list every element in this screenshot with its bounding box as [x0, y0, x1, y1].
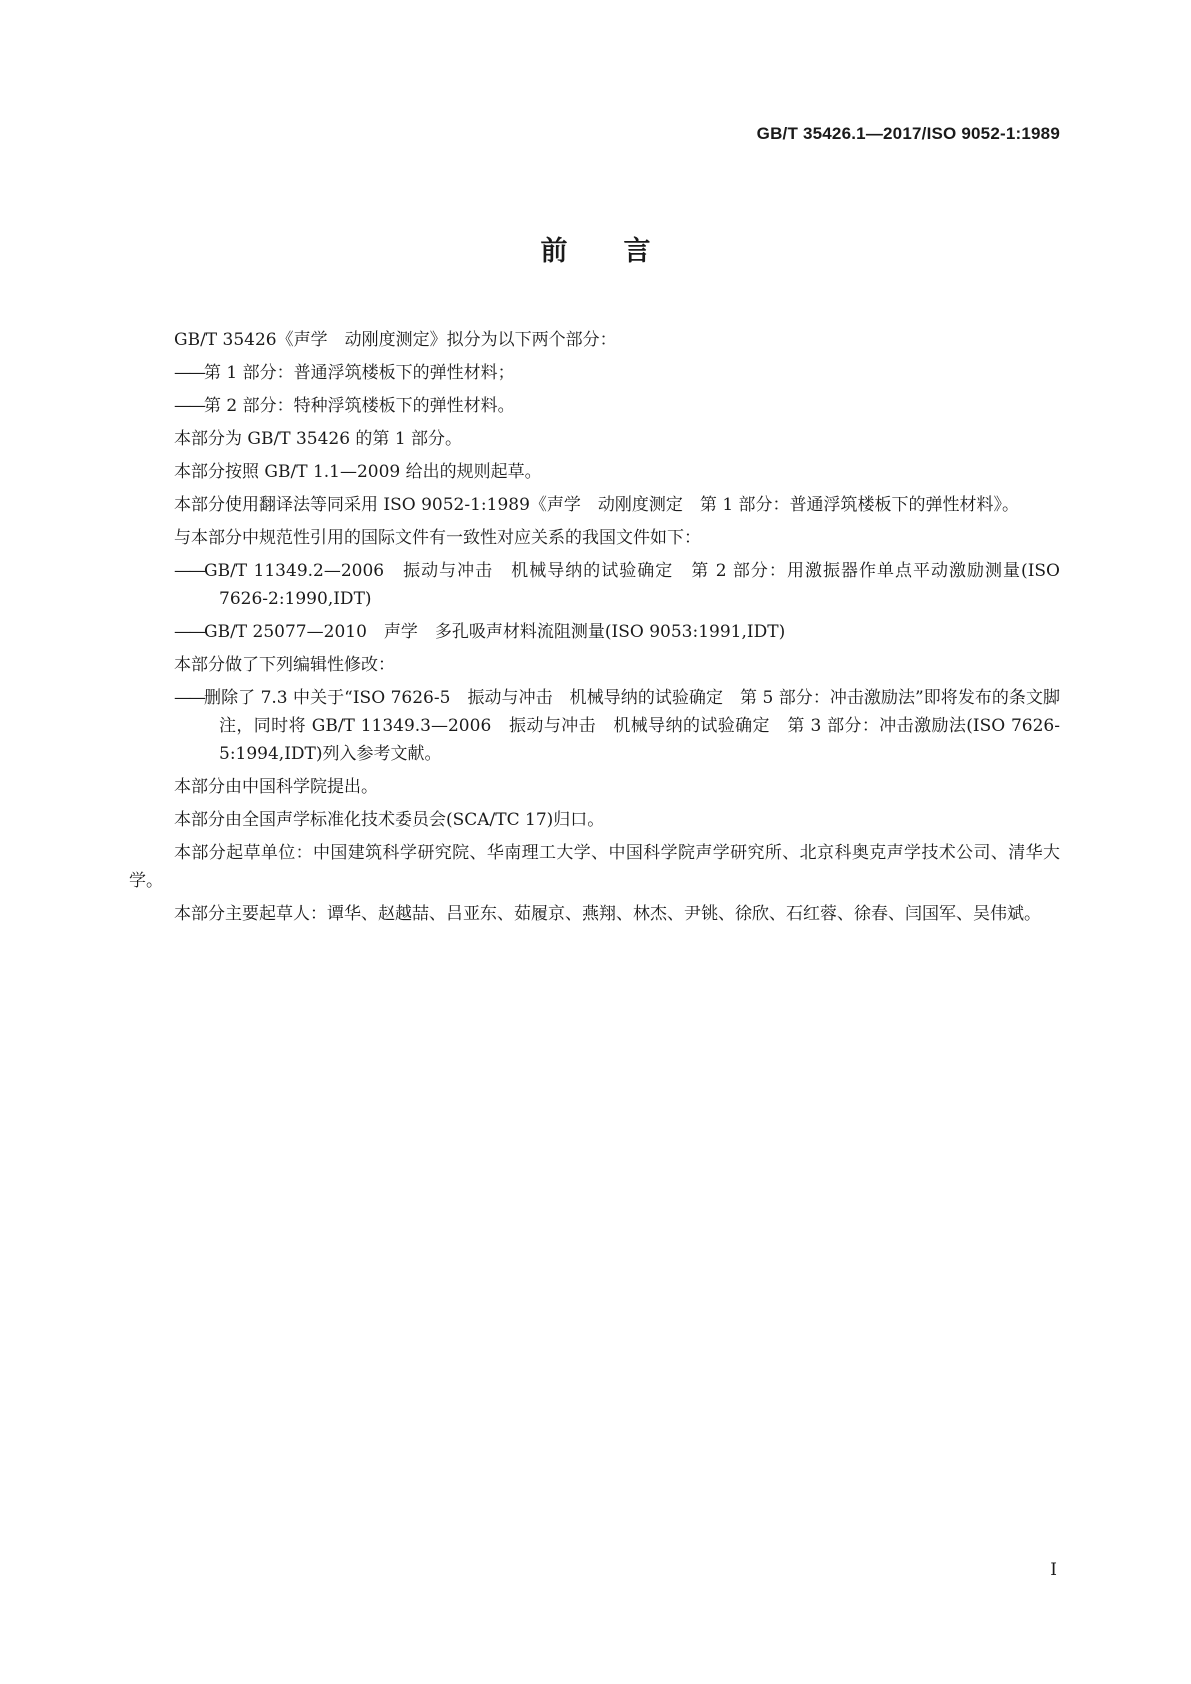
paragraph-drafting-units: 本部分起草单位：中国建筑科学研究院、华南理工大学、中国科学院声学研究所、北京科奥克声学技术公司、清华大学。 [129, 843, 1060, 891]
list-item-gbt-11349-2 [129, 557, 1060, 613]
paragraph-proposed-by: 本部分由中国科学院提出。 [174, 777, 378, 797]
list-item-gbt-25077 [129, 618, 1060, 646]
list-dash: —— [174, 363, 204, 383]
title-char-1: 前 [540, 236, 568, 267]
list-item-text: 第 2 部分：特种浮筑楼板下的弹性材料。 [204, 396, 515, 416]
list-dash: —— [174, 622, 204, 642]
paragraph-governed-by: 本部分由全国声学标准化技术委员会(SCA/TC 17)归口。 [174, 810, 605, 830]
paragraph-part-number: 本部分为 GB/T 35426 的第 1 部分。 [174, 429, 463, 449]
title-char-2: 言 [623, 236, 651, 267]
page-title [0, 229, 1191, 268]
list-dash: —— [174, 688, 204, 708]
list-dash: —— [174, 561, 204, 581]
list-dash: —— [174, 396, 204, 416]
standard-number: GB/T 35426.1—2017/ISO 9052-1:1989 [756, 124, 1060, 143]
paragraph-adoption: 本部分使用翻译法等同采用 ISO 9052-1:1989《声学 动刚度测定 第 1 部分：普通浮筑楼板下的弹性材料》。 [174, 495, 1020, 515]
list-item-text: 第 1 部分：普通浮筑楼板下的弹性材料； [204, 363, 515, 383]
paragraph-drafters: 本部分主要起草人：谭华、赵越喆、吕亚东、茹履京、燕翔、林杰、尹铫、徐欣、石红蓉、徐春、闫国军、吴伟斌。 [174, 904, 1041, 924]
list-item-part-1 [129, 359, 1060, 387]
paragraph-correspondence: 与本部分中规范性引用的国际文件有一致性对应关系的我国文件如下： [174, 528, 701, 548]
list-item-part-2 [129, 392, 1060, 420]
paragraph-parts-intro: GB/T 35426《声学 动刚度测定》拟分为以下两个部分： [174, 330, 617, 350]
list-item-editorial-change [129, 684, 1060, 768]
paragraph-drafting-rules: 本部分按照 GB/T 1.1—2009 给出的规则起草。 [174, 462, 542, 482]
list-item-text: GB/T 25077—2010 声学 多孔吸声材料流阻测量(ISO 9053:1991,IDT) [204, 622, 786, 642]
paragraph-editorial-changes: 本部分做了下列编辑性修改： [174, 655, 395, 675]
foreword-body [129, 326, 1060, 928]
page-number: I [1050, 1560, 1057, 1580]
list-item-text: 删除了 7.3 中关于“ISO 7626-5 振动与冲击 机械导纳的试验确定 第 5 部分：冲击激励法”即将发布的条文脚注，同时将 GB/T 11349.3—2006 振动与冲击 机械导纳的试验确定 第 3 部分：冲击激励法(ISO 7626-5:1994,IDT)列入参考文献。 [204, 688, 1060, 764]
list-item-text: GB/T 11349.2—2006 振动与冲击 机械导纳的试验确定 第 2 部分：用激振器作单点平动激励测量(ISO 7626-2:1990,IDT) [204, 561, 1060, 609]
